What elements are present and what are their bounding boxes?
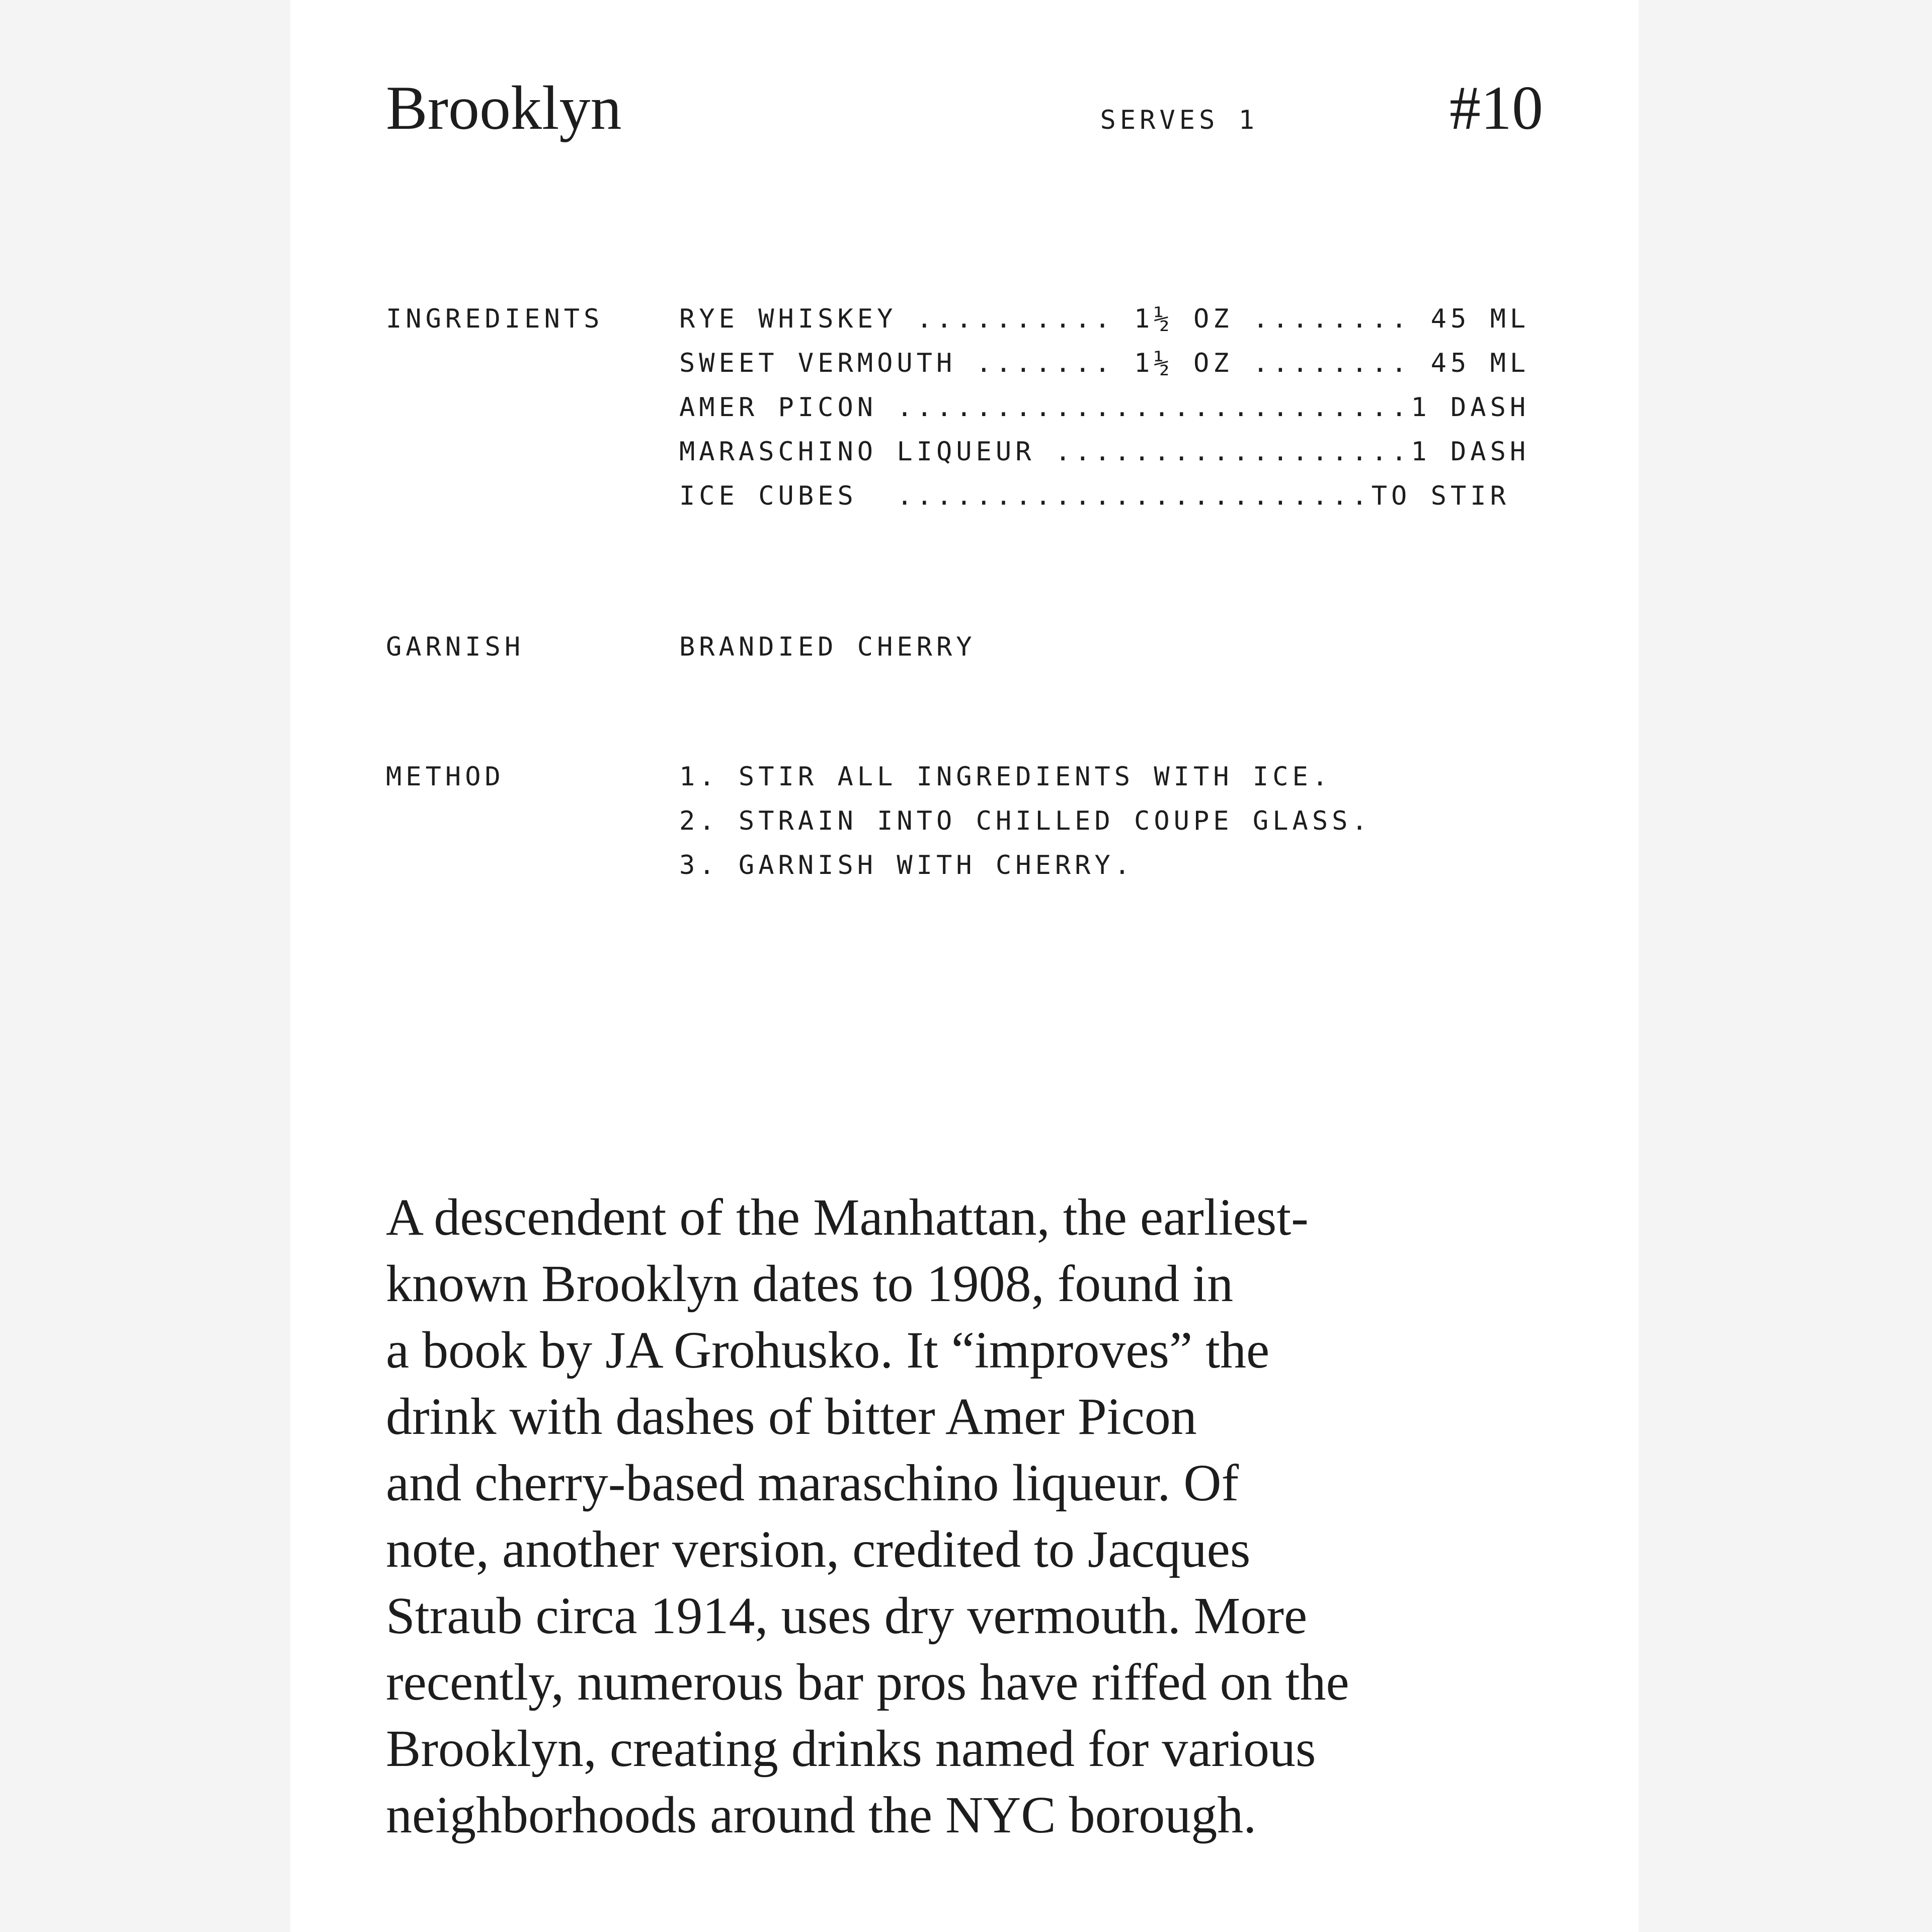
method-label: METHOD [386, 762, 505, 792]
method-section [386, 755, 1543, 888]
garnish-section [386, 625, 1543, 669]
recipe-header [386, 70, 1543, 146]
description-line: A descendent of the Manhattan, the earliest- [386, 1188, 1309, 1246]
method-step: 2. STRAIN INTO CHILLED COUPE GLASS. [679, 806, 1372, 836]
description-line: recently, numerous bar pros have riffed on the [386, 1653, 1349, 1711]
recipe-title: Brooklyn [386, 73, 622, 142]
recipe-number: #10 [1450, 73, 1543, 142]
method-step: 3. GARNISH WITH CHERRY. [679, 850, 1135, 880]
method-step: 1. STIR ALL INGREDIENTS WITH ICE. [679, 762, 1332, 792]
description-line: neighborhoods around the NYC borough. [386, 1786, 1257, 1844]
description-paragraph [386, 1184, 1543, 1848]
description-line: a book by JA Grohusko. It “improves” the [386, 1321, 1270, 1379]
ingredient-line: ICE CUBES ........................TO STIR [679, 481, 1510, 511]
ingredients-section [386, 297, 1543, 518]
garnish-value: BRANDIED CHERRY [679, 632, 976, 662]
garnish-label: GARNISH [386, 632, 525, 662]
description-line: note, another version, credited to Jacques [386, 1520, 1251, 1578]
method-steps [679, 755, 1543, 888]
serves-label: SERVES 1 [1100, 105, 1258, 135]
ingredients-list [679, 297, 1543, 518]
description-line: drink with dashes of bitter Amer Picon [386, 1388, 1197, 1445]
description-line: Straub circa 1914, uses dry vermouth. More [386, 1587, 1308, 1645]
description-line: known Brooklyn dates to 1908, found in [386, 1255, 1234, 1313]
description-line: Brooklyn, creating drinks named for various [386, 1720, 1316, 1778]
ingredients-label: INGREDIENTS [386, 304, 604, 334]
ingredient-line: SWEET VERMOUTH ....... 1½ OZ ........ 45 ML [679, 348, 1530, 378]
description-line: and cherry-based maraschino liqueur. Of [386, 1454, 1239, 1512]
ingredient-line: MARASCHINO LIQUEUR ..................1 DASH [679, 437, 1530, 467]
recipe-card [290, 0, 1639, 1932]
ingredient-line: RYE WHISKEY .......... 1½ OZ ........ 45 ML [679, 304, 1530, 334]
ingredient-line: AMER PICON ..........................1 DASH [679, 392, 1530, 423]
